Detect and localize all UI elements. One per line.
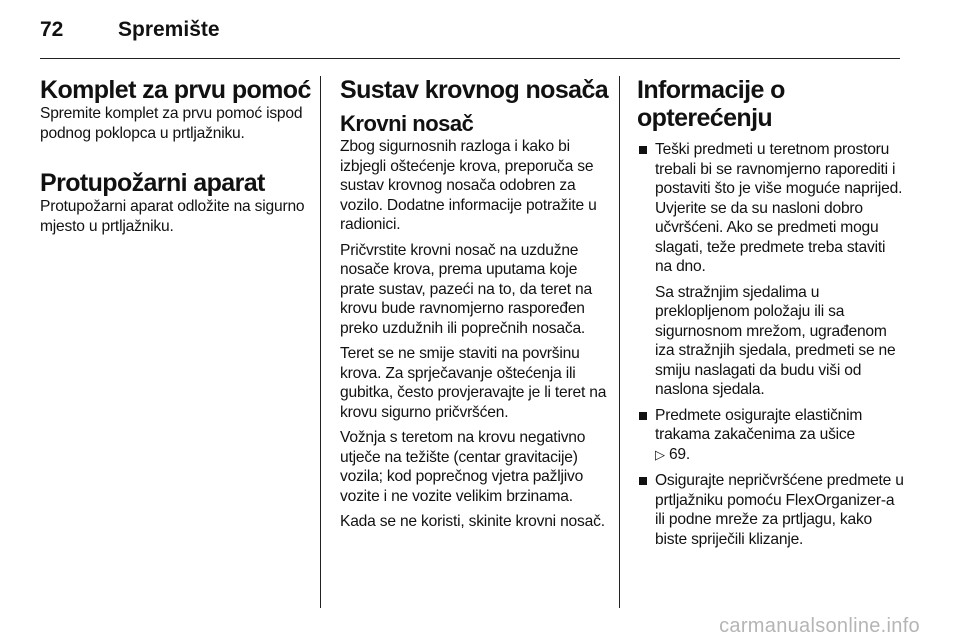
watermark: carmanualsonline.info — [719, 615, 920, 637]
list-item-extra-text: Sa stražnjim sjedalima u preklopljenom položaju ili sa sigurnosnom mrežom, ugrađenom iza stražnjih sjedala, predmeti se ne smiju naslagati da budu viši od naslona sjedala. — [655, 283, 896, 398]
list-item — [637, 140, 905, 400]
page-header — [0, 18, 960, 48]
list-item-text-main: Predmete osigurajte elastičnim trakama zakačenima za ušice — [655, 406, 863, 443]
list-item — [637, 406, 905, 466]
first-aid-text: Spremite komplet za prvu pomoć ispod podnog poklopca u prtljažniku. — [40, 105, 303, 142]
page-reference-link[interactable]: 69. — [668, 445, 691, 463]
extinguisher-text: Protupožarni aparat odložite na sigurno mjesto u prtljažniku. — [40, 198, 305, 235]
roof-rack-paragraph: Zbog sigurnosnih razloga i kako bi izbjegli oštećenje krova, preporuča se sustav krovnog nosača odobren za vozilo. Dodatne informacije potražite u radionici. — [340, 138, 597, 233]
column-2 — [340, 76, 608, 538]
column-1 — [40, 76, 311, 242]
square-bullet-icon — [639, 146, 647, 154]
square-bullet-icon — [639, 412, 647, 420]
page-number: 72 — [40, 18, 64, 41]
roof-rack-paragraph: Vožnja s teretom na krovu negativno utječe na težište (centar gravitacije) vozila; kod poprečnog vjetra pažljivo vozite i ne vozite velikim brzinama. — [340, 429, 586, 505]
load-info-list — [637, 140, 905, 549]
list-item-text — [655, 406, 905, 466]
header-divider — [40, 58, 900, 59]
section-title-extinguisher: Protupožarni aparat — [40, 169, 265, 197]
page-reference-arrow-icon: ▷ — [655, 447, 665, 463]
section-title-load-info: Informacije o opterećenju — [637, 76, 785, 132]
list-item-text: Teški predmeti u teretnom prostoru trebali bi se ravnomjerno raporediti i postaviti što je više moguće naprijed. Uvjerite se da su nasloni dobro učvršćeni. Ako se predmeti mogu slagati, teže predmete treba staviti na dno. — [655, 141, 903, 275]
section-title-first-aid: Komplet za prvu pomoć — [40, 76, 311, 104]
subsection-title-roof-rack: Krovni nosač — [340, 111, 474, 136]
column-3 — [637, 76, 905, 555]
roof-rack-paragraph: Kada se ne koristi, skinite krovni nosač. — [340, 513, 605, 530]
roof-rack-paragraph: Teret se ne smije staviti na površinu krova. Za sprječavanje oštećenja ili gubitka, često provjeravajte je li teret na krovu sigurno pričvršćen. — [340, 345, 607, 421]
roof-rack-paragraph: Pričvrstite krovni nosač na uzdužne nosače krova, prema uputama koje prate sustav, pazeći na to, da teret na krovu bude ravnomjerno raspoređen preko uzdužnih ili poprečnih nosača. — [340, 241, 592, 337]
square-bullet-icon — [639, 477, 647, 485]
column-divider-1 — [320, 76, 321, 608]
list-item — [637, 471, 905, 549]
section-title-roof-rack-system: Sustav krovnog nosača — [340, 76, 609, 104]
list-item-text: Osigurajte nepričvršćene predmete u prtljažniku pomoću FlexOrganizer-a ili podne mreže za prtljagu, kako biste spriječili klizanje. — [655, 472, 904, 548]
chapter-title: Spremište — [118, 18, 220, 41]
column-divider-2 — [619, 76, 620, 608]
